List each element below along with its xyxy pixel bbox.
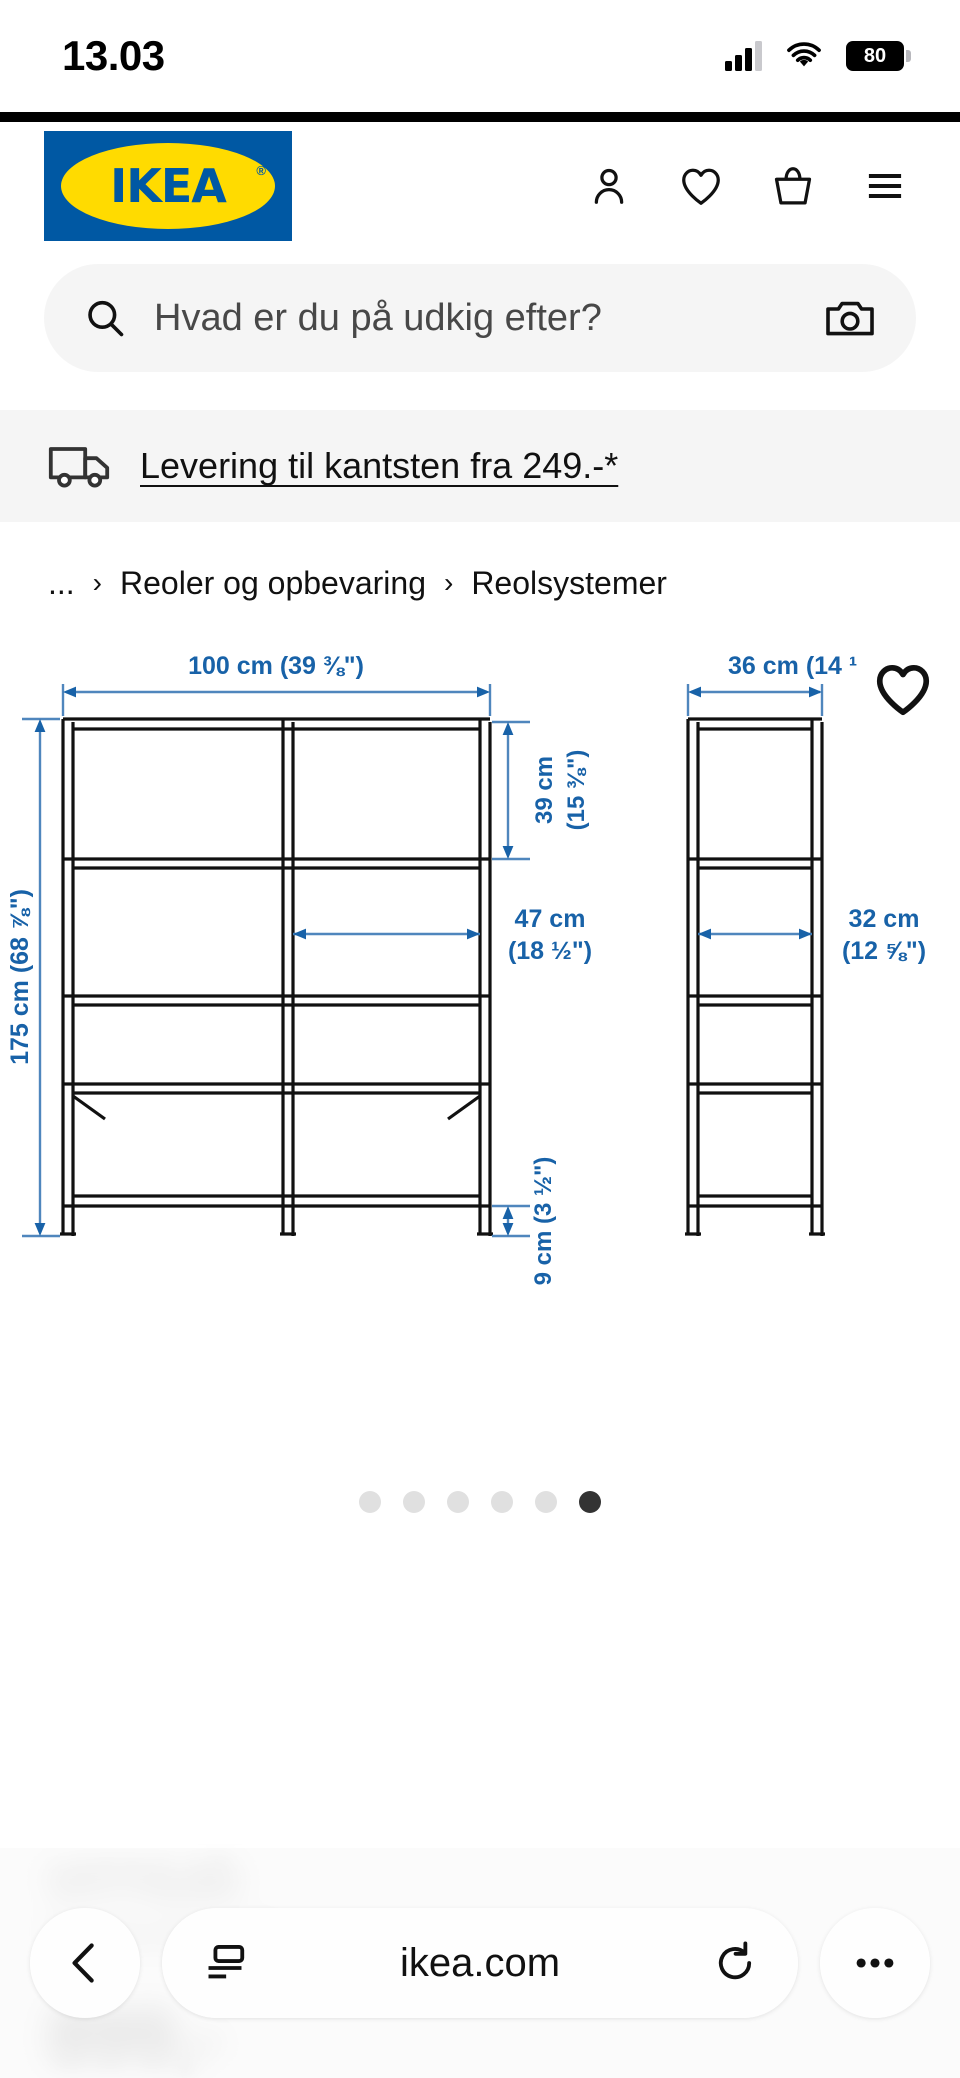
browser-toolbar — [0, 1848, 960, 2078]
dimension-label-bottom-clearance: 9 cm (3 ½") — [530, 1156, 557, 1286]
more-ellipsis-icon — [849, 1937, 901, 1989]
search-icon — [82, 295, 128, 341]
logo-wordmark: IKEA — [110, 159, 226, 213]
camera-icon[interactable] — [824, 295, 876, 341]
dimension-label-shelf-depth-line2: (12 ⅝") — [841, 937, 927, 965]
breadcrumb-item-subcategory[interactable]: Reolsystemer — [471, 564, 667, 601]
gallery-dot-5[interactable] — [535, 1491, 557, 1513]
wifi-icon — [784, 40, 824, 72]
header-icon-group — [586, 163, 912, 209]
breadcrumb-item-category[interactable]: Reoler og opbevaring — [120, 564, 426, 601]
search-bar[interactable] — [44, 264, 916, 372]
breadcrumb-separator: › — [92, 567, 102, 598]
browser-url-bar[interactable] — [162, 1908, 798, 2018]
delivery-truck-icon — [48, 443, 112, 489]
delivery-banner[interactable] — [0, 410, 960, 522]
site-header — [0, 122, 960, 250]
status-bar — [0, 0, 960, 112]
search-input[interactable]: Hvad er du på udkig efter? — [154, 296, 602, 339]
delivery-banner-text[interactable]: Levering til kantsten fra 249.-* — [140, 445, 619, 486]
status-bar-time: 13.03 — [62, 32, 165, 79]
dimension-label-shelf-depth-line1: 32 cm — [848, 905, 920, 933]
reload-icon[interactable] — [712, 1940, 758, 1986]
ikea-logo[interactable] — [44, 131, 292, 241]
gallery-dot-1[interactable] — [359, 1491, 381, 1513]
dimension-label-shelf-gap-top-line2: (15 ⅜") — [563, 749, 590, 831]
dimension-label-compartment-width-line1: 47 cm — [514, 905, 586, 933]
gallery-pagination-dots — [0, 1454, 960, 1550]
gallery-dot-3[interactable] — [447, 1491, 469, 1513]
breadcrumb — [0, 522, 960, 644]
favorite-product-button[interactable] — [868, 654, 938, 724]
breadcrumb-item-ellipsis[interactable]: ... — [48, 564, 75, 601]
account-icon[interactable] — [586, 163, 632, 209]
cellular-signal-icon — [725, 41, 762, 71]
shopping-basket-icon[interactable] — [770, 163, 816, 209]
dimension-label-height-total: 175 cm (68 ⅞") — [6, 889, 34, 1065]
dimension-label-shelf-gap-top-line1: 39 cm — [531, 755, 558, 825]
logo-oval — [61, 143, 275, 229]
hamburger-menu-icon[interactable] — [862, 163, 908, 209]
status-bar-divider — [0, 112, 960, 122]
breadcrumb-separator: › — [443, 567, 454, 598]
gallery-dot-4[interactable] — [491, 1491, 513, 1513]
reader-view-icon[interactable] — [202, 1940, 248, 1986]
dimension-label-width-total: 100 cm (39 ⅜") — [188, 652, 364, 680]
chevron-left-icon — [60, 1938, 110, 1988]
browser-back-button[interactable] — [30, 1908, 140, 2018]
gallery-dot-2[interactable] — [403, 1491, 425, 1513]
status-bar-indicators — [725, 40, 904, 72]
battery-icon — [846, 41, 904, 71]
battery-level: 80 — [863, 44, 887, 67]
product-gallery[interactable] — [0, 644, 960, 1454]
dimension-label-compartment-width-line2: (18 ½") — [507, 937, 593, 965]
dimension-drawing — [0, 644, 960, 1454]
gallery-dot-6[interactable] — [579, 1491, 601, 1513]
heart-outline-icon — [872, 658, 934, 720]
favorites-heart-icon[interactable] — [678, 163, 724, 209]
dimension-label-depth-total: 36 cm (14 ¹ — [728, 652, 858, 680]
search-section — [0, 250, 960, 372]
browser-url-text[interactable]: ikea.com — [399, 1940, 561, 1985]
browser-more-button[interactable] — [820, 1908, 930, 2018]
registered-trademark-icon: ® — [256, 163, 266, 178]
